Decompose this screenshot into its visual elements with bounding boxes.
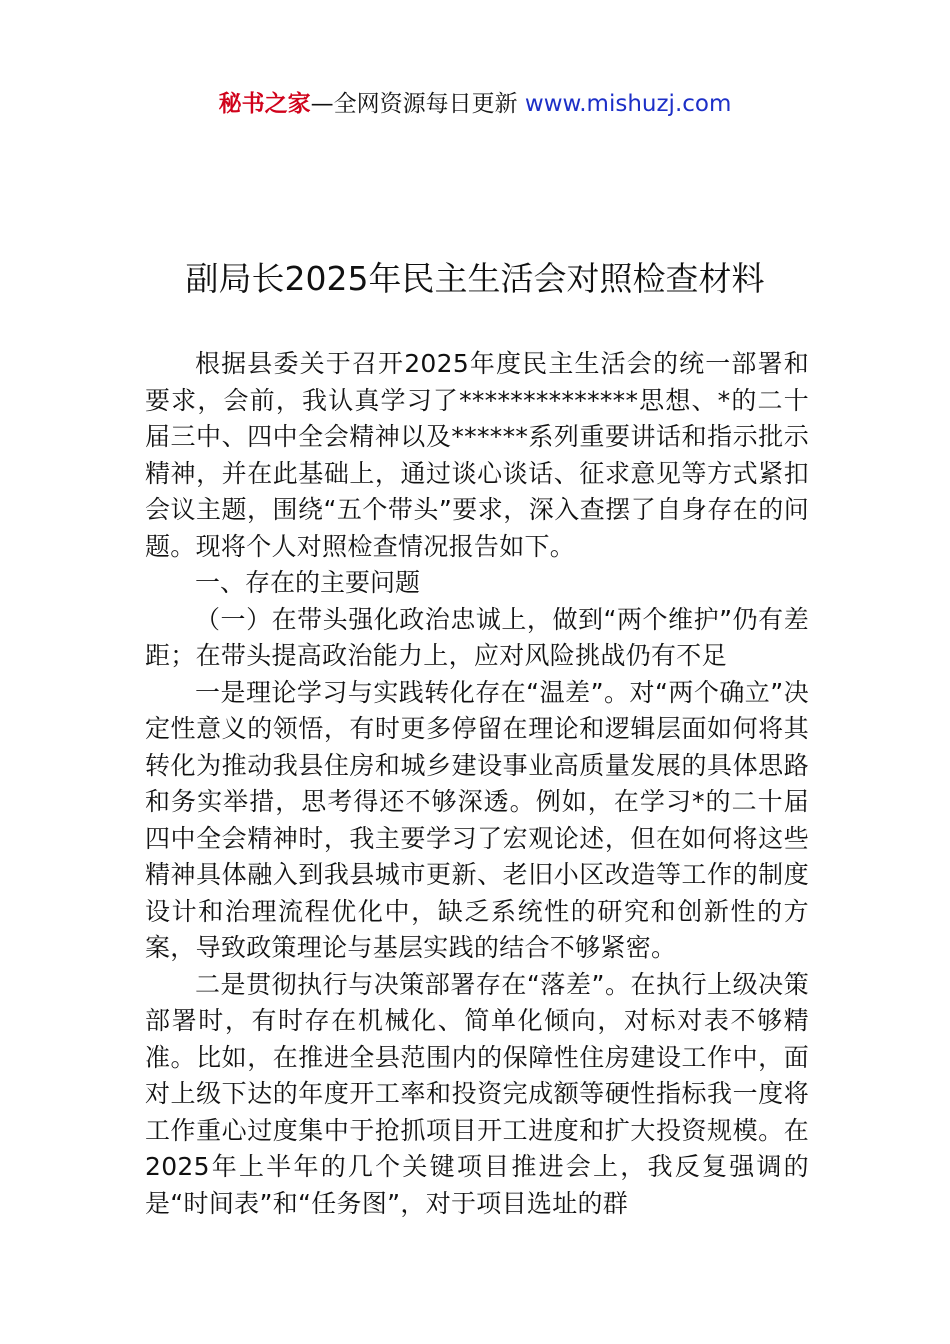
point-paragraph-2: 二是贯彻执行与决策部署存在“落差”。在执行上级决策部署时，有时存在机械化、简单化倾向，对标对表不够精准。比如，在推进全县范围内的保障性住房建设工作中，面对上级下达的年度开工率和投资完成额等硬性指标我一度将工作重心过度集中于抢抓项目开工进度和扩大投资规模。在2025年上半年的几个关键项目推进会上，我反复强调的是“时间表”和“任务图”，对于项目选址的群 [145, 969, 809, 1218]
site-brand: 秘书之家 [218, 91, 311, 117]
site-header [0, 88, 950, 120]
site-url-link[interactable]: www.mishuzj.com [524, 91, 732, 117]
point-paragraph-1: 一是理论学习与实践转化存在“温差”。对“两个确立”决定性意义的领悟，有时更多停留在理论和逻辑层面如何将其转化为推动我县住房和城乡建设事业高质量发展的具体思路和务实举措，思考得还不够深透。例如，在学习*的二十届四中全会精神时，我主要学习了宏观论述，但在如何将这些精神具体融入到我县城市更新、老旧小区改造等工作的制度设计和治理流程优化中，缺乏系统性的研究和创新性的方案，导致政策理论与基层实践的结合不够紧密。 [145, 677, 809, 962]
section-heading: 一、存在的主要问题 [195, 568, 421, 597]
document-title: 副局长2025年民主生活会对照检查材料 [185, 259, 765, 298]
subsection-heading: （一）在带头强化政治忠诚上，做到“两个维护”仍有差距；在带头提高政治能力上，应对风险挑战仍有不足 [145, 604, 809, 670]
site-tagline: —全网资源每日更新 [310, 91, 525, 117]
document-body [145, 346, 809, 1222]
intro-paragraph: 根据县委关于召开2025年度民主生活会的统一部署和要求，会前，我认真学习了**************思想、*的二十届三中、四中全会精神以及******系列重要讲话和指示批示精神，并在此基础上，通过谈心谈话、征求意见等方式紧扣会议主题，围绕“五个带头”要求，深入查摆了自身存在的问题。现将个人对照检查情况报告如下。 [145, 349, 809, 561]
